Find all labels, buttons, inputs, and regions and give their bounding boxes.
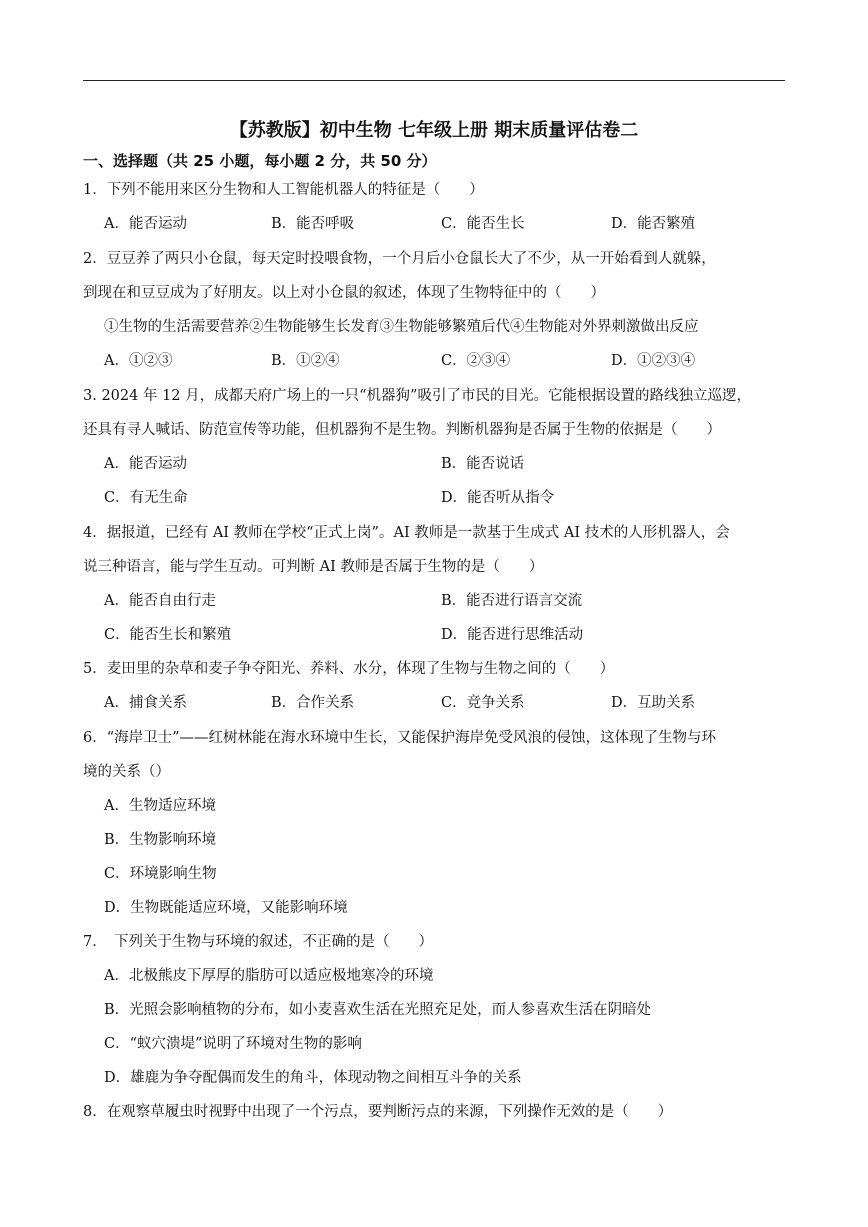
q6-option-a: A．生物适应环境 bbox=[104, 798, 216, 814]
q2-option-d: D．①②③④ bbox=[611, 353, 696, 369]
q5-option-b: B．合作关系 bbox=[271, 695, 355, 711]
question-4-stem-line-1: 4．据报道，已经有 AI 教师在学校“正式上岗”。AI 教师是一款基于生成式 AI 技术的人形机器人，会 bbox=[83, 525, 730, 541]
question-2-statement: ①生物的生活需要营养②生物能够生长发育③生物能够繁殖后代④生物能对外界刺激做出反应 bbox=[104, 319, 699, 335]
q1-option-d: D．能否繁殖 bbox=[611, 216, 696, 232]
q5-option-c: C．竞争关系 bbox=[441, 695, 525, 711]
header-rule bbox=[83, 80, 785, 81]
q6-option-c: C．环境影响生物 bbox=[104, 866, 217, 882]
q4-option-b: B．能否进行语言交流 bbox=[441, 593, 583, 609]
q1-option-a: A．能否运动 bbox=[104, 216, 187, 232]
q6-option-b: B．生物影响环境 bbox=[104, 832, 217, 848]
q3-option-c: C．有无生命 bbox=[104, 490, 188, 506]
page-title: 【苏教版】初中生物 七年级上册 期末质量评估卷二 bbox=[229, 120, 639, 141]
question-6-stem-line-1: 6．“海岸卫士”——红树林能在海水环境中生长，又能保护海岸免受风浪的侵蚀，这体现了生物与环 bbox=[83, 730, 717, 746]
question-3-stem-line-2: 还具有寻人喊话、防范宣传等功能，但机器狗不是生物。判断机器狗是否属于生物的依据是（ ） bbox=[83, 422, 721, 438]
q5-option-d: D．互助关系 bbox=[611, 695, 696, 711]
q7-option-d: D．雄鹿为争夺配偶而发生的角斗，体现动物之间相互斗争的关系 bbox=[104, 1070, 522, 1086]
question-7-stem: 7． 下列关于生物与环境的叙述，不正确的是（ ） bbox=[83, 934, 433, 950]
question-5-stem: 5．麦田里的杂草和麦子争夺阳光、养料、水分，体现了生物与生物之间的（ ） bbox=[83, 661, 615, 677]
question-8-stem: 8．在观察草履虫时视野中出现了一个污点，要判断污点的来源，下列操作无效的是（ ） bbox=[83, 1104, 673, 1120]
q7-option-c: C．“蚁穴溃堤”说明了环境对生物的影响 bbox=[104, 1036, 362, 1052]
q2-option-b: B．①②④ bbox=[271, 353, 340, 369]
q4-option-a: A．能否自由行走 bbox=[104, 593, 216, 609]
q3-option-d: D．能否听从指令 bbox=[441, 490, 555, 506]
question-3-stem-line-1: 3. 2024 年 12 月，成都天府广场上的一只“机器狗”吸引了市民的目光。它能根据设置的路线独立巡逻， bbox=[83, 388, 751, 404]
q4-option-d: D．能否进行思维活动 bbox=[441, 627, 584, 643]
q1-option-c: C．能否生长 bbox=[441, 216, 525, 232]
q1-option-b: B．能否呼吸 bbox=[271, 216, 355, 232]
q3-option-a: A．能否运动 bbox=[104, 456, 187, 472]
question-6-stem-line-2: 境的关系（） bbox=[83, 764, 170, 780]
q2-option-a: A．①②③ bbox=[104, 353, 173, 369]
q2-option-c: C．②③④ bbox=[441, 353, 511, 369]
q4-option-c: C．能否生长和繁殖 bbox=[104, 627, 232, 643]
q5-option-a: A．捕食关系 bbox=[104, 695, 187, 711]
question-2-stem-line-2: 到现在和豆豆成为了好朋友。以上对小仓鼠的叙述，体现了生物特征中的（ ） bbox=[83, 285, 605, 301]
q7-option-a: A．北极熊皮下厚厚的脂肪可以适应极地寒冷的环境 bbox=[104, 968, 434, 984]
q7-option-b: B．光照会影响植物的分布，如小麦喜欢生活在光照充足处，而人参喜欢生活在阴暗处 bbox=[104, 1002, 652, 1018]
question-4-stem-line-2: 说三种语言，能与学生互动。可判断 AI 教师是否属于生物的是（ ） bbox=[83, 559, 544, 575]
question-2-stem-line-1: 2．豆豆养了两只小仓鼠，每天定时投喂食物，一个月后小仓鼠长大了不少，从一开始看到人就躲， bbox=[83, 251, 716, 267]
q6-option-d: D．生物既能适应环境，又能影响环境 bbox=[104, 900, 348, 916]
question-1-stem: 1．下列不能用来区分生物和人工智能机器人的特征是（ ） bbox=[83, 182, 484, 198]
section-heading: 一、选择题（共 25 小题，每小题 2 分，共 50 分） bbox=[83, 152, 437, 170]
q3-option-b: B．能否说话 bbox=[441, 456, 525, 472]
